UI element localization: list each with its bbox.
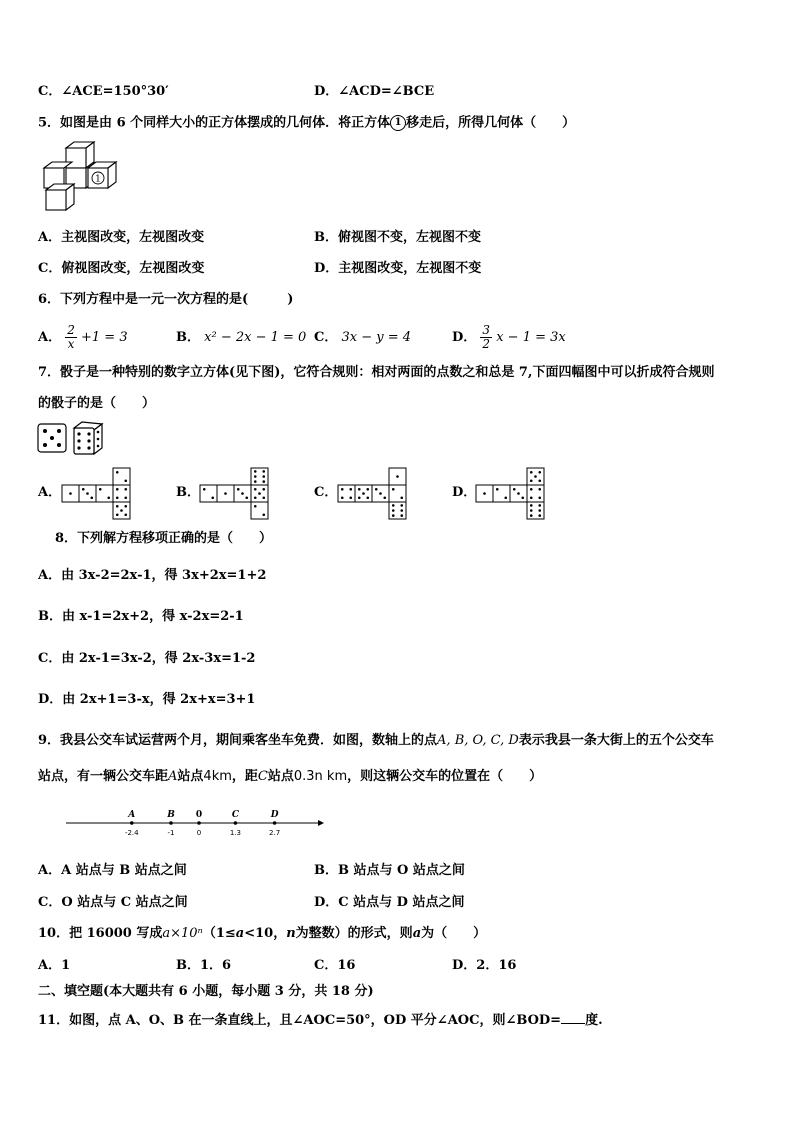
point-c: C	[257, 769, 268, 784]
pip	[262, 470, 265, 473]
pip	[120, 509, 123, 512]
point-letter: B	[167, 810, 175, 820]
pip	[203, 488, 206, 491]
pip	[86, 492, 89, 495]
q9-option-c: C．O 站点与 C 站点之间	[38, 895, 188, 910]
text: （1≤	[202, 926, 236, 941]
point-3	[234, 821, 238, 825]
pip	[116, 496, 119, 499]
text: 站点	[267, 769, 294, 784]
pip	[254, 496, 257, 499]
q10-option-d: D．2．16	[452, 958, 517, 973]
var-a: a	[412, 926, 422, 941]
pip	[538, 479, 541, 482]
q6-stem: 6．下列方程中是一元一次方程的是( )	[38, 292, 294, 307]
pip	[124, 479, 127, 482]
pip	[116, 488, 119, 491]
denominator: 2	[482, 337, 491, 351]
pip	[124, 505, 127, 508]
q9-stem-line2	[38, 769, 542, 785]
denominator: x	[67, 337, 75, 351]
pip	[400, 496, 403, 499]
net-face	[113, 485, 130, 502]
pip	[400, 514, 403, 517]
pip	[124, 488, 127, 491]
net-face	[389, 485, 406, 502]
pip	[538, 488, 541, 491]
pip	[258, 492, 261, 495]
pip	[538, 496, 541, 499]
q7-option-b: B．	[176, 485, 200, 500]
pip	[116, 471, 119, 474]
section-heading: 二、填空题(本大题共有 6 小题，每小题 3 分，共 18 分)	[38, 984, 374, 999]
dice-net-a	[60, 464, 136, 522]
pip	[513, 488, 516, 491]
answer-blank[interactable]	[561, 1011, 585, 1024]
net-face	[113, 468, 130, 485]
q9-option-b: B．B 站点与 O 站点之间	[314, 863, 465, 878]
option-label: C．	[314, 330, 338, 345]
q7-option-a: A．	[38, 485, 62, 500]
point-letter: C	[231, 810, 239, 820]
q5-option-a: A．主视图改变，左视图改变	[38, 230, 205, 245]
pip	[349, 496, 352, 499]
pip	[534, 475, 537, 478]
pip	[530, 471, 533, 474]
pip	[400, 509, 403, 512]
q9-stem-line1	[38, 733, 714, 749]
numerator: 3	[482, 323, 491, 337]
pip	[349, 488, 352, 491]
distance-a: 4km	[203, 769, 232, 784]
q10-option-c: C．16	[314, 958, 356, 973]
pip	[504, 496, 507, 499]
pip	[496, 488, 499, 491]
point-letter: D	[270, 810, 279, 820]
text: 度.	[585, 1013, 603, 1028]
point-a: A	[168, 769, 178, 784]
pip	[262, 488, 265, 491]
pip	[341, 488, 344, 491]
net-face	[389, 502, 406, 519]
var-n: n	[286, 926, 296, 941]
pip	[358, 496, 361, 499]
text: ，则这辆公交车的位置在（ ）	[347, 769, 543, 784]
q9-option-d: D．C 站点与 D 站点之间	[314, 895, 465, 910]
pip	[262, 496, 265, 499]
q7-option-c: C．	[314, 485, 338, 500]
pip	[116, 513, 119, 516]
option-label: A．	[38, 330, 62, 345]
text: 11．如图，点 A、O、B 在一条直线上，且∠AOC=50°，OD 平分∠AOC，则∠BOD=	[38, 1013, 562, 1028]
q4-option-d: D．∠ACD=∠BCE	[314, 84, 435, 99]
point-labels: A, B, O, C, D	[437, 733, 519, 748]
fraction	[480, 324, 492, 351]
point-letter: 0	[195, 810, 203, 820]
pip	[69, 492, 72, 495]
q10-option-b: B．1．6	[176, 958, 232, 973]
text: 站点	[177, 769, 204, 784]
dice-net-d	[474, 464, 550, 522]
net-face	[527, 502, 544, 519]
fraction	[65, 324, 77, 351]
net-face	[251, 502, 268, 519]
pip	[107, 496, 110, 499]
pip	[530, 509, 533, 512]
tick-label: -2.4	[124, 829, 139, 837]
svg-text:1: 1	[95, 174, 101, 185]
pip	[358, 488, 361, 491]
pip	[538, 504, 541, 507]
net-face	[251, 468, 268, 485]
pip	[400, 504, 403, 507]
point-4	[273, 821, 277, 825]
pip	[254, 470, 257, 473]
net-face	[527, 485, 544, 502]
pip	[530, 514, 533, 517]
dice-figure	[36, 420, 106, 456]
pip	[362, 492, 365, 495]
pip	[392, 504, 395, 507]
q5-option-d: D．主视图改变，左视图不变	[314, 261, 482, 276]
point-letter: A	[128, 810, 136, 820]
pip	[379, 492, 382, 495]
q5-option-b: B．俯视图不变，左视图不变	[314, 230, 481, 245]
pip	[366, 488, 369, 491]
tick-label: 1.3	[229, 829, 241, 837]
q10-stem	[38, 926, 486, 942]
pip	[341, 496, 344, 499]
pip	[99, 488, 102, 491]
pip	[254, 488, 257, 491]
var-a: a	[235, 926, 245, 941]
point-0	[130, 821, 134, 825]
text: 表示我县一条大街上的五个公交车	[518, 733, 714, 748]
expression: 3x − y = 4	[341, 330, 412, 345]
pip	[254, 505, 257, 508]
pip	[224, 492, 227, 495]
pip	[538, 471, 541, 474]
distance-c: 0.3n km	[293, 769, 348, 784]
pip	[82, 488, 85, 491]
q8-option-d: D．由 2x+1=3-x，得 2x+x=3+1	[38, 692, 256, 707]
pip	[517, 492, 520, 495]
point-1	[169, 821, 173, 825]
pip	[262, 480, 265, 483]
pip	[245, 496, 248, 499]
pip	[124, 513, 127, 516]
pip	[538, 514, 541, 517]
pip	[530, 488, 533, 491]
q6-option-c	[314, 320, 411, 356]
pip	[254, 480, 257, 483]
text: ，距	[231, 769, 258, 784]
dice-net-b	[198, 464, 274, 522]
cubes-figure	[36, 140, 132, 222]
pip	[241, 492, 244, 495]
pip	[521, 496, 524, 499]
q8-option-c: C．由 2x-1=3x-2，得 2x-3x=1-2	[38, 651, 256, 666]
pip	[375, 488, 378, 491]
q4-option-c: C．∠ACE=150°30′	[38, 84, 169, 99]
number-line	[60, 802, 330, 844]
pip	[262, 475, 265, 478]
tick-label: -1	[167, 829, 175, 837]
q9-option-a: A．A 站点与 B 站点之间	[38, 863, 187, 878]
option-label: B．	[176, 330, 200, 345]
pip	[392, 514, 395, 517]
dice-net-c	[336, 464, 412, 522]
q8-option-b: B．由 x-1=2x+2，得 x-2x=2-1	[38, 609, 244, 624]
net-face	[338, 485, 355, 502]
option-label: D．	[452, 330, 477, 345]
circled-number: 1	[390, 115, 406, 131]
q5-option-c: C．俯视图改变，左视图改变	[38, 261, 205, 276]
pip	[392, 488, 395, 491]
q6-option-a	[38, 320, 128, 356]
q5-stem-part-b: 移走后，所得几何体（ ）	[406, 115, 576, 131]
pip	[366, 496, 369, 499]
expression: +1 = 3	[81, 330, 128, 345]
pip	[383, 496, 386, 499]
pip	[530, 496, 533, 499]
q6-option-d	[452, 320, 566, 356]
pip	[124, 496, 127, 499]
q8-option-a: A．由 3x-2=2x-1，得 3x+2x=1+2	[38, 568, 267, 583]
pip	[254, 475, 257, 478]
text: 为（ ）	[421, 926, 487, 941]
pip	[116, 505, 119, 508]
q6-option-b	[176, 320, 306, 356]
pip	[530, 504, 533, 507]
text: 站点，有一辆公交车距	[38, 769, 169, 784]
pip	[530, 479, 533, 482]
q7-stem-line1: 7．骰子是一种特别的数字立方体(见下图)，它符合规则：相对两面的点数之和总是 7,下面四幅图中可以折成符合规则	[38, 365, 715, 380]
q10-option-a: A．1	[38, 958, 71, 973]
pip	[396, 475, 399, 478]
text: 10．把 16000 写成	[38, 926, 163, 941]
tick-label: 0	[196, 829, 202, 837]
pip	[262, 513, 265, 516]
axis-arrow	[318, 820, 324, 826]
pip	[392, 509, 395, 512]
text: 9．我县公交车试运营两个月，期间乘客坐车免费．如图，数轴上的点	[38, 733, 438, 748]
text: 为整数）的形式，则	[295, 926, 413, 941]
q5-stem-part-a: 5．如图是由 6 个同样大小的正方体摆成的几何体．将正方体	[38, 115, 391, 131]
pip	[90, 496, 93, 499]
pip	[538, 509, 541, 512]
scientific-notation: a×10ⁿ	[162, 926, 203, 941]
tick-label: 2.7	[269, 829, 281, 837]
net-face	[96, 485, 113, 502]
q7-option-d: D．	[452, 485, 477, 500]
pip	[211, 496, 214, 499]
q8-stem: 8．下列解方程移项正确的是（ ）	[55, 531, 273, 546]
pip	[483, 492, 486, 495]
q7-stem-line2: 的骰子的是（ ）	[38, 396, 156, 411]
net-face	[493, 485, 510, 502]
expression: x − 1 = 3x	[496, 330, 566, 345]
pip	[237, 488, 240, 491]
q5-stem	[38, 115, 575, 132]
numerator: 2	[67, 323, 75, 337]
expression: x² − 2x − 1 = 0	[204, 330, 307, 345]
point-2	[197, 821, 201, 825]
net-face	[200, 485, 217, 502]
q11-stem	[38, 1011, 603, 1029]
text: <10，	[244, 926, 287, 941]
